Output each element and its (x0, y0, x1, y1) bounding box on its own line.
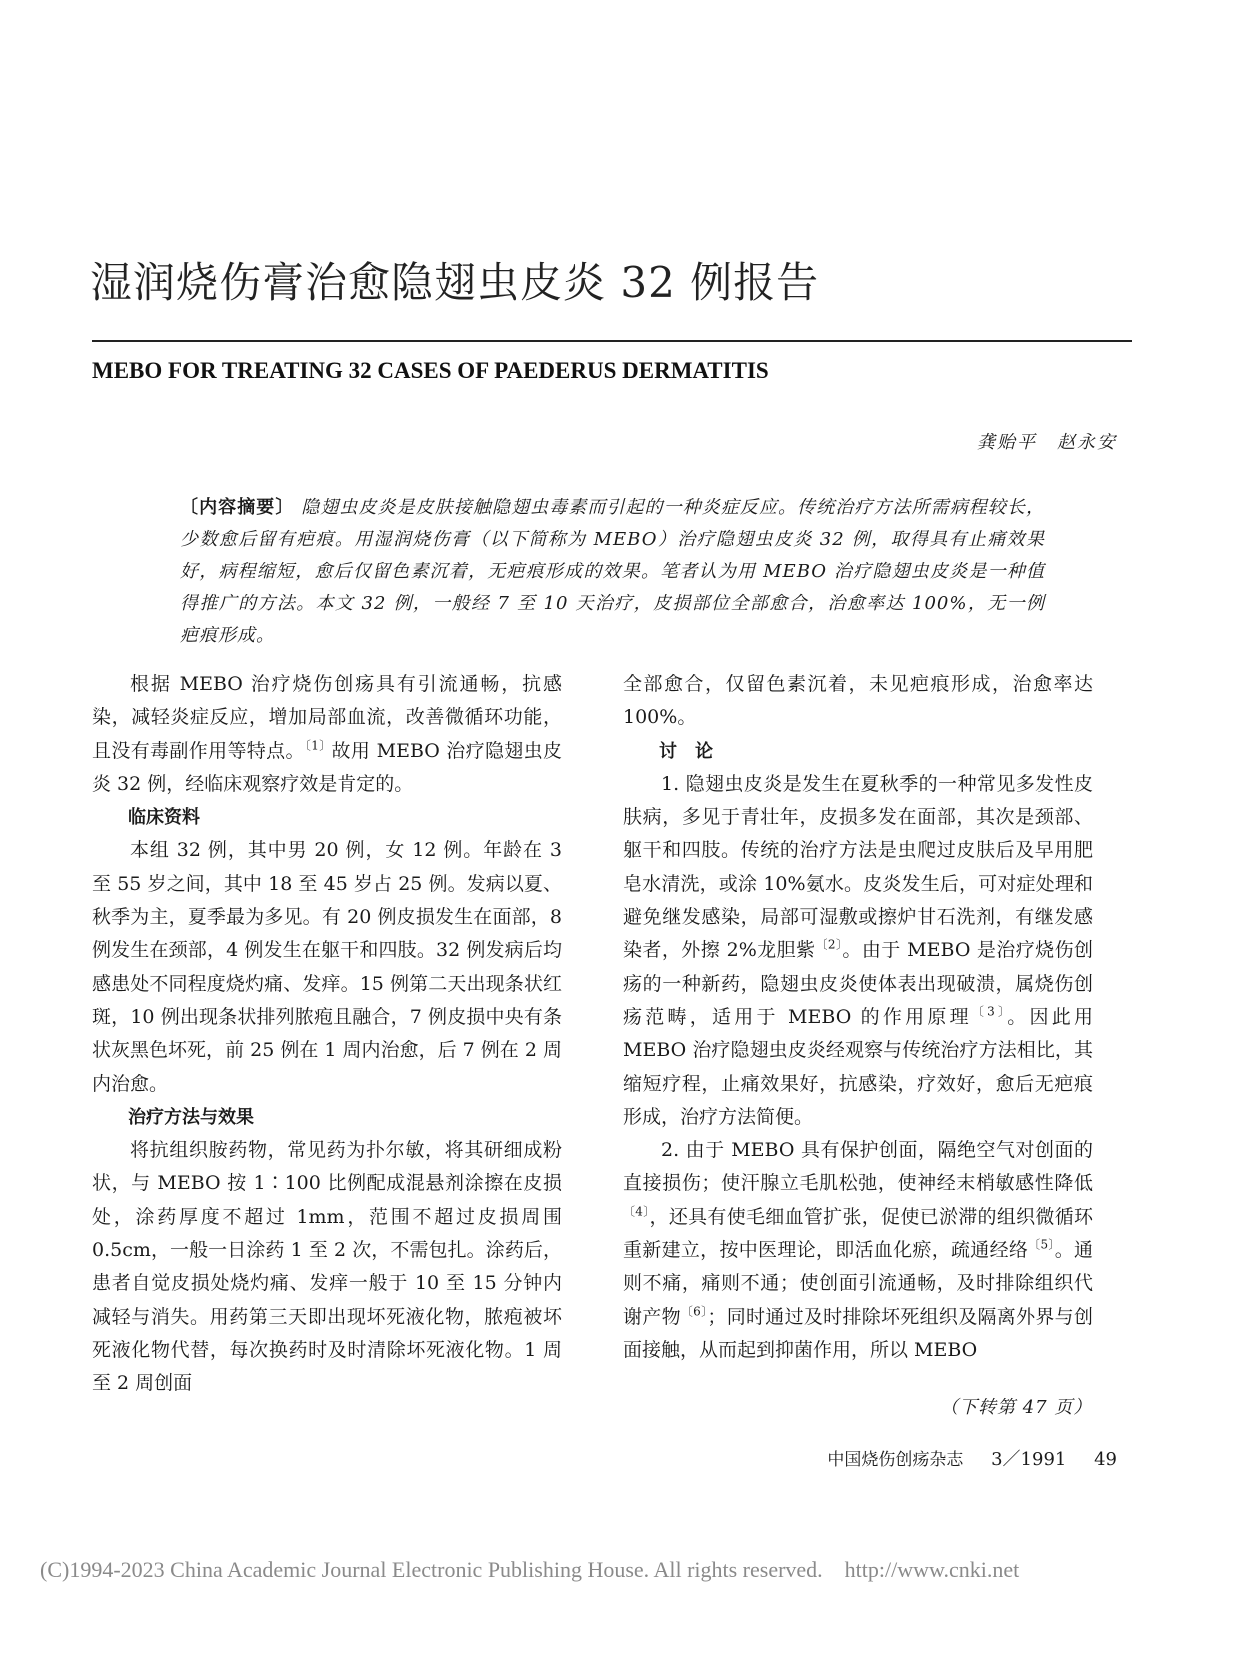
copyright-watermark: (C)1994-2023 China Academic Journal Electronic Publishing House. All rights reserved. http://www.cnki.net (40, 1557, 1020, 1582)
abstract (180, 492, 1045, 652)
section-heading-method: 治疗方法与效果 (128, 1106, 254, 1128)
discussion-1-text-c: 。因此用 MEBO 治疗隐翅虫皮炎经观察与传统治疗方法相比，其缩短疗程，止痛效果好，抗感染，疗效好，愈后无疤痕形成，治疗方法简便。 (623, 1005, 1094, 1128)
discussion-2-text-a: 2. 由于 MEBO 具有保护创面，隔绝空气对创面的直接损伤；使汗腺立毛肌松弛，使神经末梢敏感性降低 (623, 1139, 1093, 1195)
discussion-point-1 (623, 768, 1093, 1134)
discussion-point-2 (623, 1134, 1093, 1367)
discussion-1-text-b: 。由于 MEBO 是治疗烧伤创疡的一种新药，隐翅虫皮炎使体表出现破溃，属烧伤创疡范畴，适用于 MEBO 的作用原理 (623, 939, 1094, 1028)
clinical-paragraph: 本组 32 例，其中男 20 例，女 12 例。年龄在 3 至 55 岁之间，其中 18 至 45 岁占 25 例。发病以夏、秋季为主，夏季最为多见。有 20 例皮损发生在面部，8 例发生在颈部，4 例发生在躯干和四肢。32 例发病后均感患处不同程度烧灼痛、发痒。15 例第二天出现条状红斑，10 例出现条状排列脓疱且融合，7 例皮损中央有条状灰黑色坏死，前 25 例在 1 周内治愈，后 7 例在 2 周内治愈。 (92, 839, 562, 1095)
reference-marker: 〔4〕 (623, 1204, 650, 1219)
abstract-text: 隐翅虫皮炎是皮肤接触隐翅虫毒素而引起的一种炎症反应。传统治疗方法所需病程较长，少数愈后留有疤痕。用湿润烧伤膏（以下简称为 MEBO）治疗隐翅虫皮炎 32 例，取得具有止痛效果好，病程缩短，愈后仅留色素沉着，无疤痕形成的效果。笔者认为用 MEBO 治疗隐翅虫皮炎是一种值得推广的方法。本文 32 例，一般经 7 至 10 天治疗，皮损部位全部愈合，治愈率达 100%，无一例疤痕形成。 (180, 497, 1045, 646)
left-column (92, 668, 562, 1401)
authors: 龚贻平 赵永安 (977, 432, 1117, 453)
method-paragraph-continued: 全部愈合，仅留色素沉着，未见疤痕形成，治愈率达 100%。 (623, 673, 1093, 729)
continued-on-note: （下转第 47 页） (940, 1397, 1093, 1418)
reference-marker: 〔3〕 (971, 1004, 1008, 1019)
reference-marker: 〔2〕 (815, 938, 843, 953)
right-column (623, 668, 1093, 1367)
abstract-label: 〔内容摘要〕 (180, 497, 295, 518)
discussion-2-text-d: ；同时通过及时排除坏死组织及隔离外界与创面接触，从而起到抑菌作用，所以 MEBO (623, 1305, 1093, 1361)
page-number: 49 (1094, 1449, 1117, 1470)
journal-name: 中国烧伤创疡杂志 (827, 1450, 964, 1470)
method-paragraph: 将抗组织胺药物，常见药为扑尔敏，将其研细成粉状，与 MEBO 按 1∶100 比例配成混悬剂涂擦在皮损处，涂药厚度不超过 1mm，范围不超过皮损周围 0.5cm，一般一日涂药 1 至 2 次，不需包扎。涂药后，患者自觉皮损处烧灼痛、发痒一般于 10 至 15 分钟内减轻与消失。用药第三天即出现坏死液化物，脓疱被坏死液化物代替，每次换药时及时清除坏死液化物。1 周至 2 周创面 (92, 1139, 562, 1395)
reference-marker: 〔5〕 (1028, 1237, 1055, 1252)
discussion-2-text-b: ，还具有使毛细血管扩张，促使已淤滞的组织微循环重新建立，按中医理论，即活血化瘀，疏通经络 (623, 1205, 1093, 1262)
reference-marker: 〔6〕 (680, 1304, 708, 1319)
intro-paragraph (92, 668, 562, 801)
article-title: 湿润烧伤膏治愈隐翅虫皮炎 32 例报告 (90, 258, 820, 307)
page-footer (805, 1445, 1117, 1471)
discussion-1-text-a: 1. 隐翅虫皮炎是发生在夏秋季的一种常见多发性皮肤病，多见于青壮年，皮损多发在面部，其次是颈部、躯干和四肢。传统的治疗方法是虫爬过皮肤后及早用肥皂水清洗，或涂 10%氨水。皮炎发生后，可对症处理和避免继发感染，局部可湿敷或擦炉甘石洗剂，有继发感染者，外擦 2%龙胆紫 (623, 772, 1093, 962)
section-heading-discussion: 讨论 (659, 740, 731, 762)
english-title: MEBO FOR TREATING 32 CASES OF PAEDERUS DERMATITIS (92, 358, 769, 383)
discussion-2-text-c: 。通则不痛，痛则不通；使创面引流通畅，及时排除组织代谢产物 (623, 1239, 1093, 1328)
section-heading-clinical: 临床资料 (128, 807, 200, 829)
issue-number: 3／1991 (991, 1449, 1067, 1470)
intro-text: 根据 MEBO 治疗烧伤创疡具有引流通畅，抗感染，减轻炎症反应，增加局部血流，改善微循环功能，且没有毒副作用等特点。 (92, 673, 562, 762)
intro-text-end: 故用 MEBO 治疗隐翅虫皮炎 32 例，经临床观察疗效是肯定的。 (92, 739, 562, 795)
reference-marker: 〔1〕 (304, 738, 332, 753)
title-divider (92, 340, 1132, 342)
